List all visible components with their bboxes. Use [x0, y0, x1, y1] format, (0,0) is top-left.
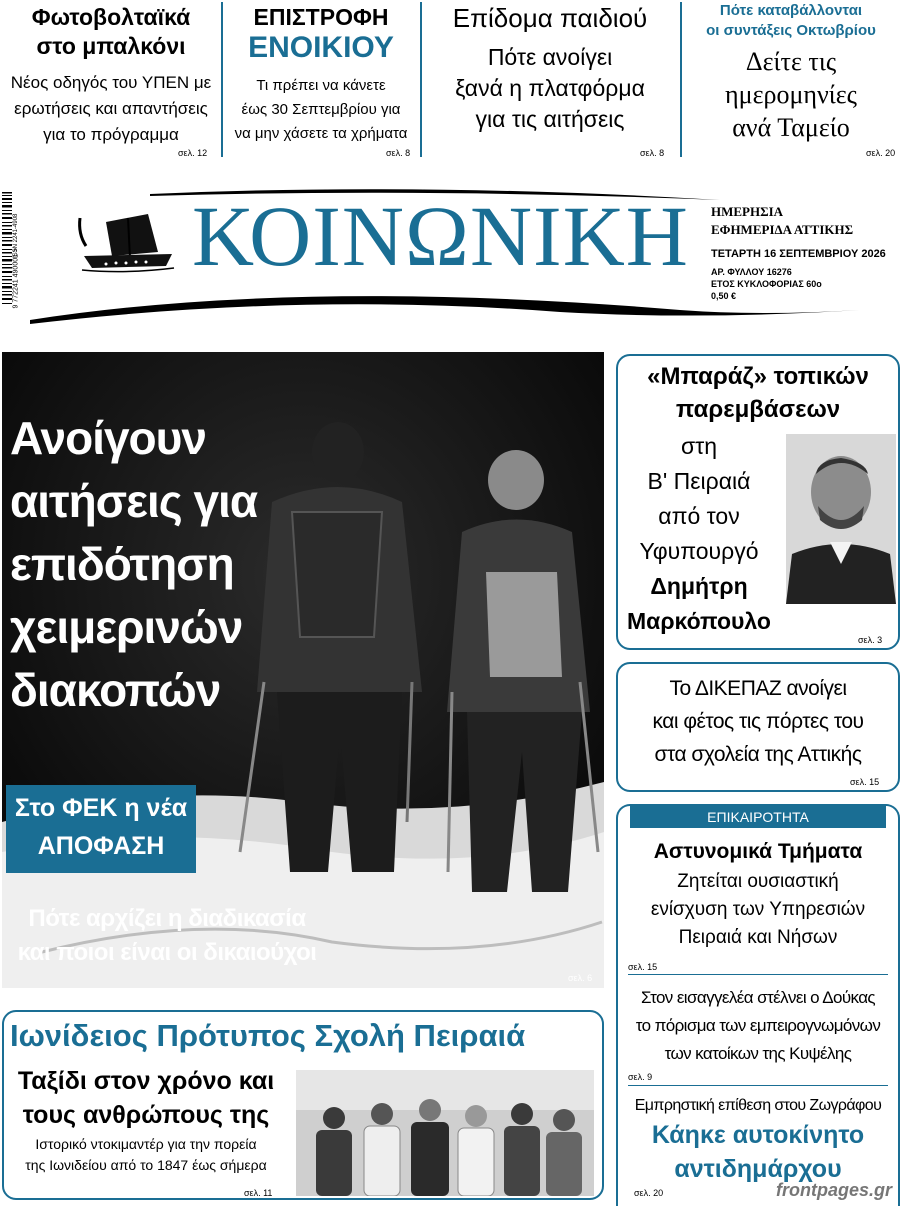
masthead-price: 0,50 € — [711, 291, 737, 301]
teaser-title: ΕΠΙΣΤΡΟΦΗ — [253, 4, 389, 30]
news-item-title: Αστυνομικά Τμήματα — [653, 840, 863, 863]
minister-name-line: Δημήτρη — [650, 573, 748, 599]
minister-body-line: Υφυπουργό — [639, 538, 759, 564]
masthead-date: ΤΕΤΑΡΤΗ 16 ΣΕΠΤΕΜΒΡΙΟΥ 2026 — [711, 248, 886, 260]
lead-headline-line: διακοπών — [10, 664, 221, 716]
lead-headline-line: επιδότηση — [10, 538, 234, 590]
lead-headline-line: Ανοίγουν — [10, 412, 207, 464]
minister-body-line: στη — [680, 433, 718, 459]
lead-sub-line: Πότε αρχίζει η διαδικασία — [28, 905, 306, 932]
masthead-line: ΗΜΕΡΗΣΙΑ — [711, 204, 784, 219]
minister-body-line: Β' Πειραιά — [647, 468, 751, 494]
news-column — [616, 804, 900, 1206]
lead-headline-line: χειμερινών — [10, 601, 243, 653]
news-item-kicker: Εμπρηστική επίθεση στου Ζωγράφου — [634, 1097, 882, 1114]
teaser-title: οι συντάξεις Οκτωβρίου — [706, 22, 876, 39]
news-item-body-line: Ζητείται ουσιαστική — [677, 871, 839, 892]
badge-line: Στο ΦΕΚ η νέα — [14, 794, 188, 822]
minister-title-line: «Μπαράζ» τοπικών — [647, 363, 869, 390]
lead-headline — [10, 407, 260, 722]
teaser-body-line: ημερομηνίες — [725, 80, 857, 109]
school-title: Ιωνίδειος Πρότυπος Σχολή Πειραιά — [10, 1018, 526, 1053]
news-divider — [628, 974, 888, 975]
lead-sub-line: και ποιοι είναι οι δικαιούχοι — [17, 939, 317, 966]
masthead-year: ΕΤΟΣ ΚΥΚΛΟΦΟΡΙΑΣ 60ο — [711, 279, 822, 289]
teaser-body-line: ξανά η πλατφόρμα — [455, 75, 645, 101]
lead-subheadline — [2, 902, 332, 970]
page-ref: σελ. 3 — [858, 635, 883, 645]
news-item-body-line: ενίσχυση των Υπηρεσιών — [650, 899, 866, 920]
teaser-body-line: για τις αιτήσεις — [475, 106, 625, 132]
page-ref: σελ. 20 — [634, 1188, 664, 1198]
teaser-title: Φωτοβολταϊκά — [31, 4, 191, 30]
minister-portrait — [786, 434, 896, 604]
minister-title-line: παρεμβάσεων — [675, 396, 841, 423]
page-ref: σελ. 15 — [850, 777, 880, 787]
dikepaz-story[interactable] — [616, 662, 900, 792]
school-headline-line: Ταξίδι στον χρόνο και — [17, 1067, 275, 1095]
page-ref: σελ. 11 — [244, 1188, 273, 1198]
masthead-line: ΕΦΗΜΕΡΙΔΑ ΑΤΤΙΚΗΣ — [711, 222, 854, 237]
masthead-swoosh — [0, 160, 900, 345]
teaser-body-line: για το πρόγραμμα — [43, 125, 179, 144]
school-headline-line: τους ανθρώπους της — [22, 1101, 270, 1129]
badge-line: ΑΠΟΦΑΣΗ — [37, 832, 165, 860]
news-item-body-line: Στον εισαγγελέα στέλνει ο Δούκας — [640, 988, 876, 1007]
minister-story[interactable] — [616, 354, 900, 650]
page-ref: σελ. 9 — [628, 1072, 653, 1082]
teaser-title: Επίδομα παιδιού — [452, 3, 648, 33]
news-divider — [628, 1085, 888, 1086]
teaser-body-line: έως 30 Σεπτεμβρίου για — [241, 101, 401, 118]
news-item-title: αντιδημάρχου — [674, 1155, 842, 1183]
issn: ISSN 2241-4908 — [13, 213, 19, 258]
watermark: frontpages.gr — [776, 1180, 893, 1200]
masthead-title: ΚΟΙΝΩΝΙΚΗ — [192, 188, 689, 284]
page-ref: σελ. 8 — [640, 148, 665, 158]
school-body — [4, 1134, 288, 1176]
school-body-line: της Ιωνιδείου από το 1847 έως σήμερα — [25, 1157, 267, 1173]
teaser-body-line: Πότε ανοίγει — [487, 44, 613, 70]
page-ref: σελ. 8 — [386, 148, 411, 158]
news-item-title: Κάηκε αυτοκίνητο — [651, 1121, 865, 1149]
page-ref: σελ. 15 — [628, 962, 658, 972]
lead-story[interactable] — [2, 352, 604, 988]
news-item-body-line: Πειραιά και Νήσων — [678, 927, 838, 948]
teaser-body-line: Τι πρέπει να κάνετε — [256, 77, 386, 94]
teaser-body-line: ερωτήσεις και απαντήσεις — [14, 99, 208, 118]
news-label: ΕΠΙΚΑΙΡΟΤΗΤΑ — [630, 806, 886, 828]
decision-badge — [6, 785, 196, 873]
dikepaz-line: Το ΔΙΚΕΠΑΖ ανοίγει — [669, 677, 847, 700]
school-headline — [4, 1064, 288, 1132]
masthead-issue: ΑΡ. ΦΥΛΛΟΥ 16276 — [711, 267, 792, 277]
teaser-body-line: Δείτε τις — [745, 47, 837, 76]
teaser-body-line: Νέος οδηγός του ΥΠΕΝ με — [10, 73, 212, 92]
dikepaz-line: και φέτος τις πόρτες του — [652, 710, 864, 733]
school-story[interactable] — [2, 1010, 604, 1200]
news-item-body-line: των κατοίκων της Κυψέλης — [664, 1044, 852, 1063]
page-ref: σελ. 12 — [178, 148, 208, 158]
teaser-body-line: να μην χάσετε τα χρήματα — [234, 125, 408, 142]
teaser-body-line: ανά Ταμείο — [732, 113, 850, 142]
news-item-body-line: το πόρισμα των εμπειρογνωμόνων — [635, 1016, 881, 1035]
teaser-title: στο μπαλκόνι — [36, 33, 186, 59]
page-ref: σελ. 6 — [568, 973, 593, 983]
lead-headline-line: αιτήσεις για — [10, 475, 258, 527]
barcode-number: 9 772241 490001 > — [12, 247, 20, 309]
school-body-line: Ιστορικό ντοκιμαντέρ για την πορεία — [35, 1136, 257, 1152]
page-ref: σελ. 20 — [866, 148, 896, 158]
group-photo — [296, 1070, 594, 1196]
dikepaz-line: στα σχολεία της Αττικής — [654, 743, 862, 766]
teaser-title: Πότε καταβάλλονται — [719, 2, 863, 19]
teaser-title: ΕΝΟΙΚΙΟΥ — [248, 31, 394, 64]
minister-body-line: από τον — [658, 503, 740, 529]
minister-name-line: Μαρκόπουλο — [627, 608, 771, 634]
